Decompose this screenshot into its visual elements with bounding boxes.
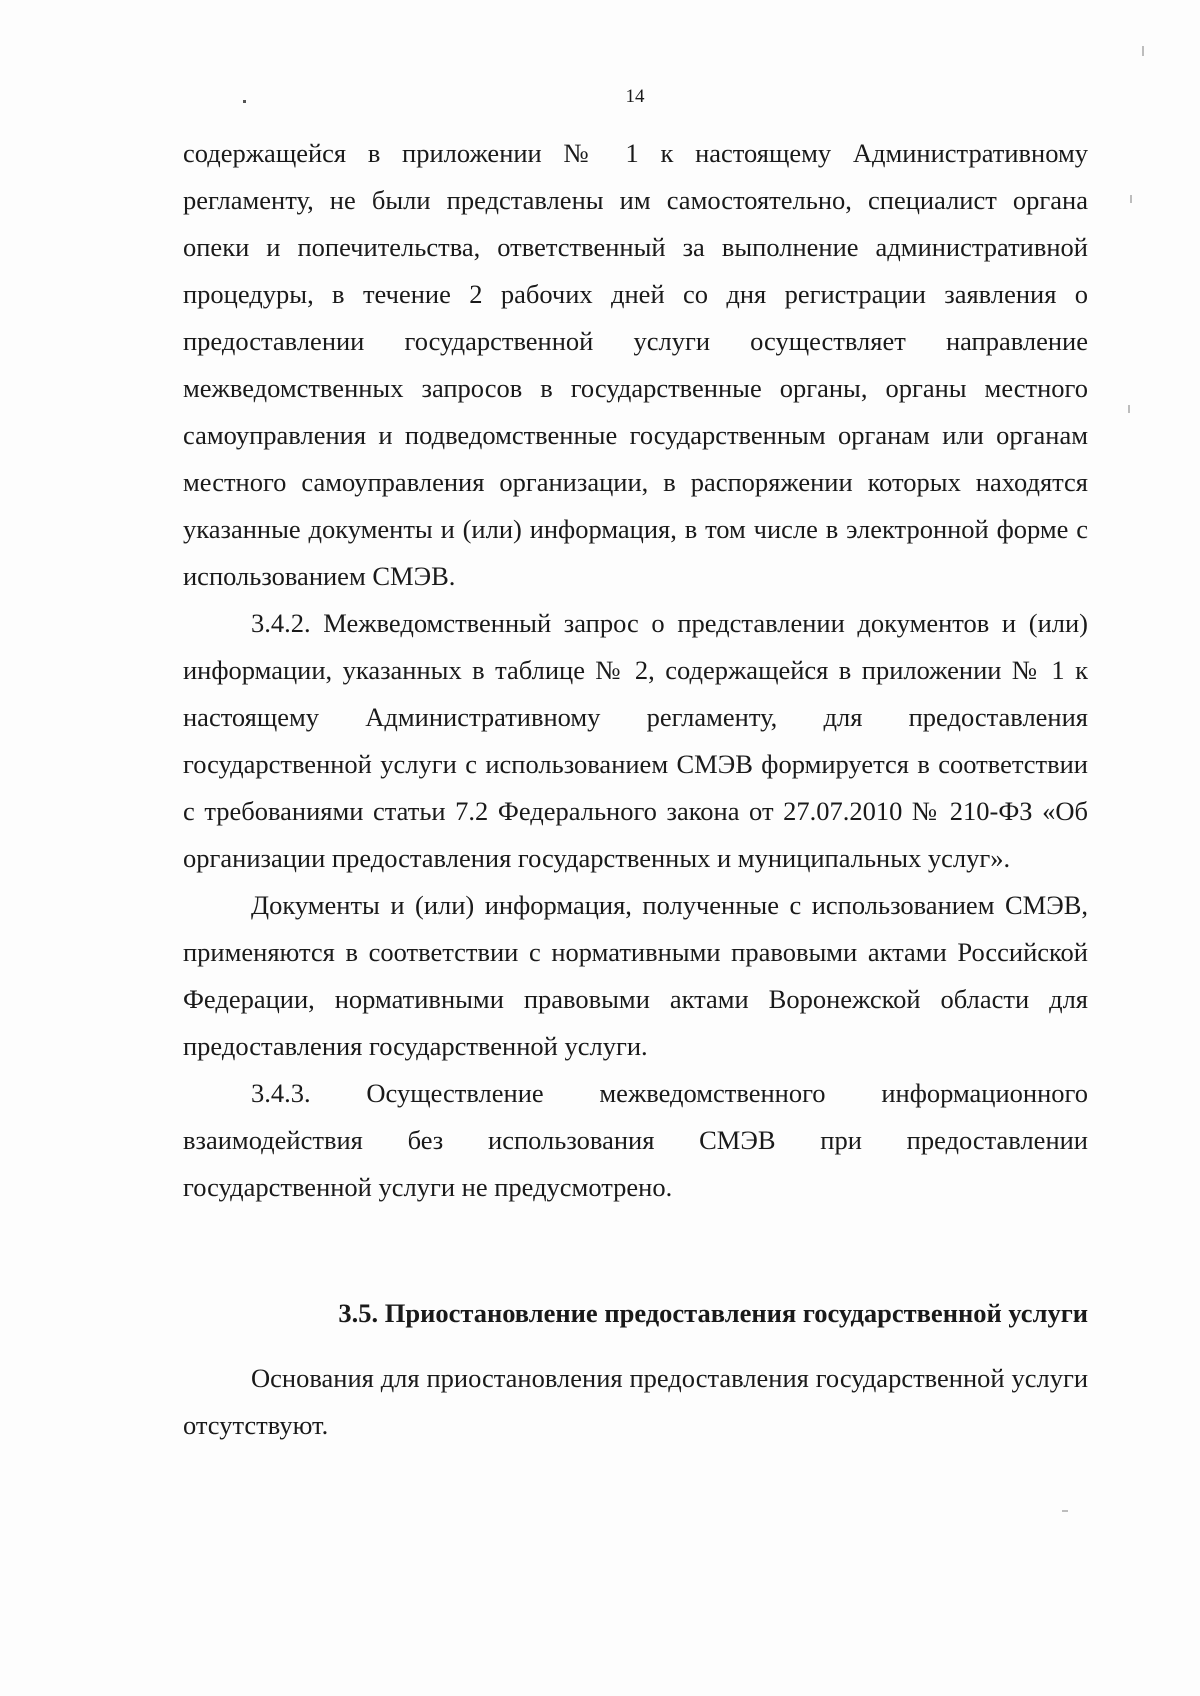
- paragraph-documents: Документы и (или) информация, полученные с использованием СМЭВ, применяются в соответствии с нормативными правовыми актами Российской Федерации, нормативными правовыми актами Воронежской области для предоставления государственной услуги.: [183, 890, 1088, 1061]
- scan-artifact-right-1: [1130, 195, 1132, 203]
- scan-artifact-bottom: [1062, 1510, 1068, 1512]
- body-text-section-3-5: [183, 1355, 1088, 1449]
- paragraph-3-4-3: 3.4.3. Осуществление межведомственного информационного взаимодействия без использования СМЭВ при предоставлении государственной услуги не предусмотрено.: [183, 1078, 1088, 1202]
- section-heading-3-5: 3.5. Приостановление предоставления государственной услуги: [338, 1298, 1088, 1328]
- page-number: 14: [625, 86, 645, 107]
- paragraph-suspension-grounds: Основания для приостановления предоставления государственной услуги отсутствуют.: [183, 1363, 1088, 1440]
- scan-artifact-right-2: [1128, 405, 1130, 413]
- paragraph-3-4-2: 3.4.2. Межведомственный запрос о представлении документов и (или) информации, указанных в таблице № 2, содержащейся в приложении № 1 к настоящему Административному регламенту, для предоставления государственной услуги с использованием СМЭВ формируется в соответствии с требованиями статьи 7.2 Федерального закона от 27.07.2010 № 210-ФЗ «Об организации предоставления государственных и муниципальных услуг».: [183, 608, 1088, 873]
- scan-artifact-top: [1142, 46, 1144, 56]
- body-text: [183, 130, 1088, 1211]
- paragraph-continuation: содержащейся в приложении № 1 к настоящему Административному регламенту, не были представлены им самостоятельно, специалист органа опеки и попечительства, ответственный за выполнение административной процедуры, в течение 2 рабочих дней со дня регистрации заявления о предоставлении государственной услуги осуществляет направление межведомственных запросов в государственные органы, органы местного самоуправления и подведомственные государственным органам или органам местного самоуправления организации, в распоряжении которых находятся указанные документы и (или) информация, в том числе в электронной форме с использованием СМЭВ.: [183, 138, 1088, 591]
